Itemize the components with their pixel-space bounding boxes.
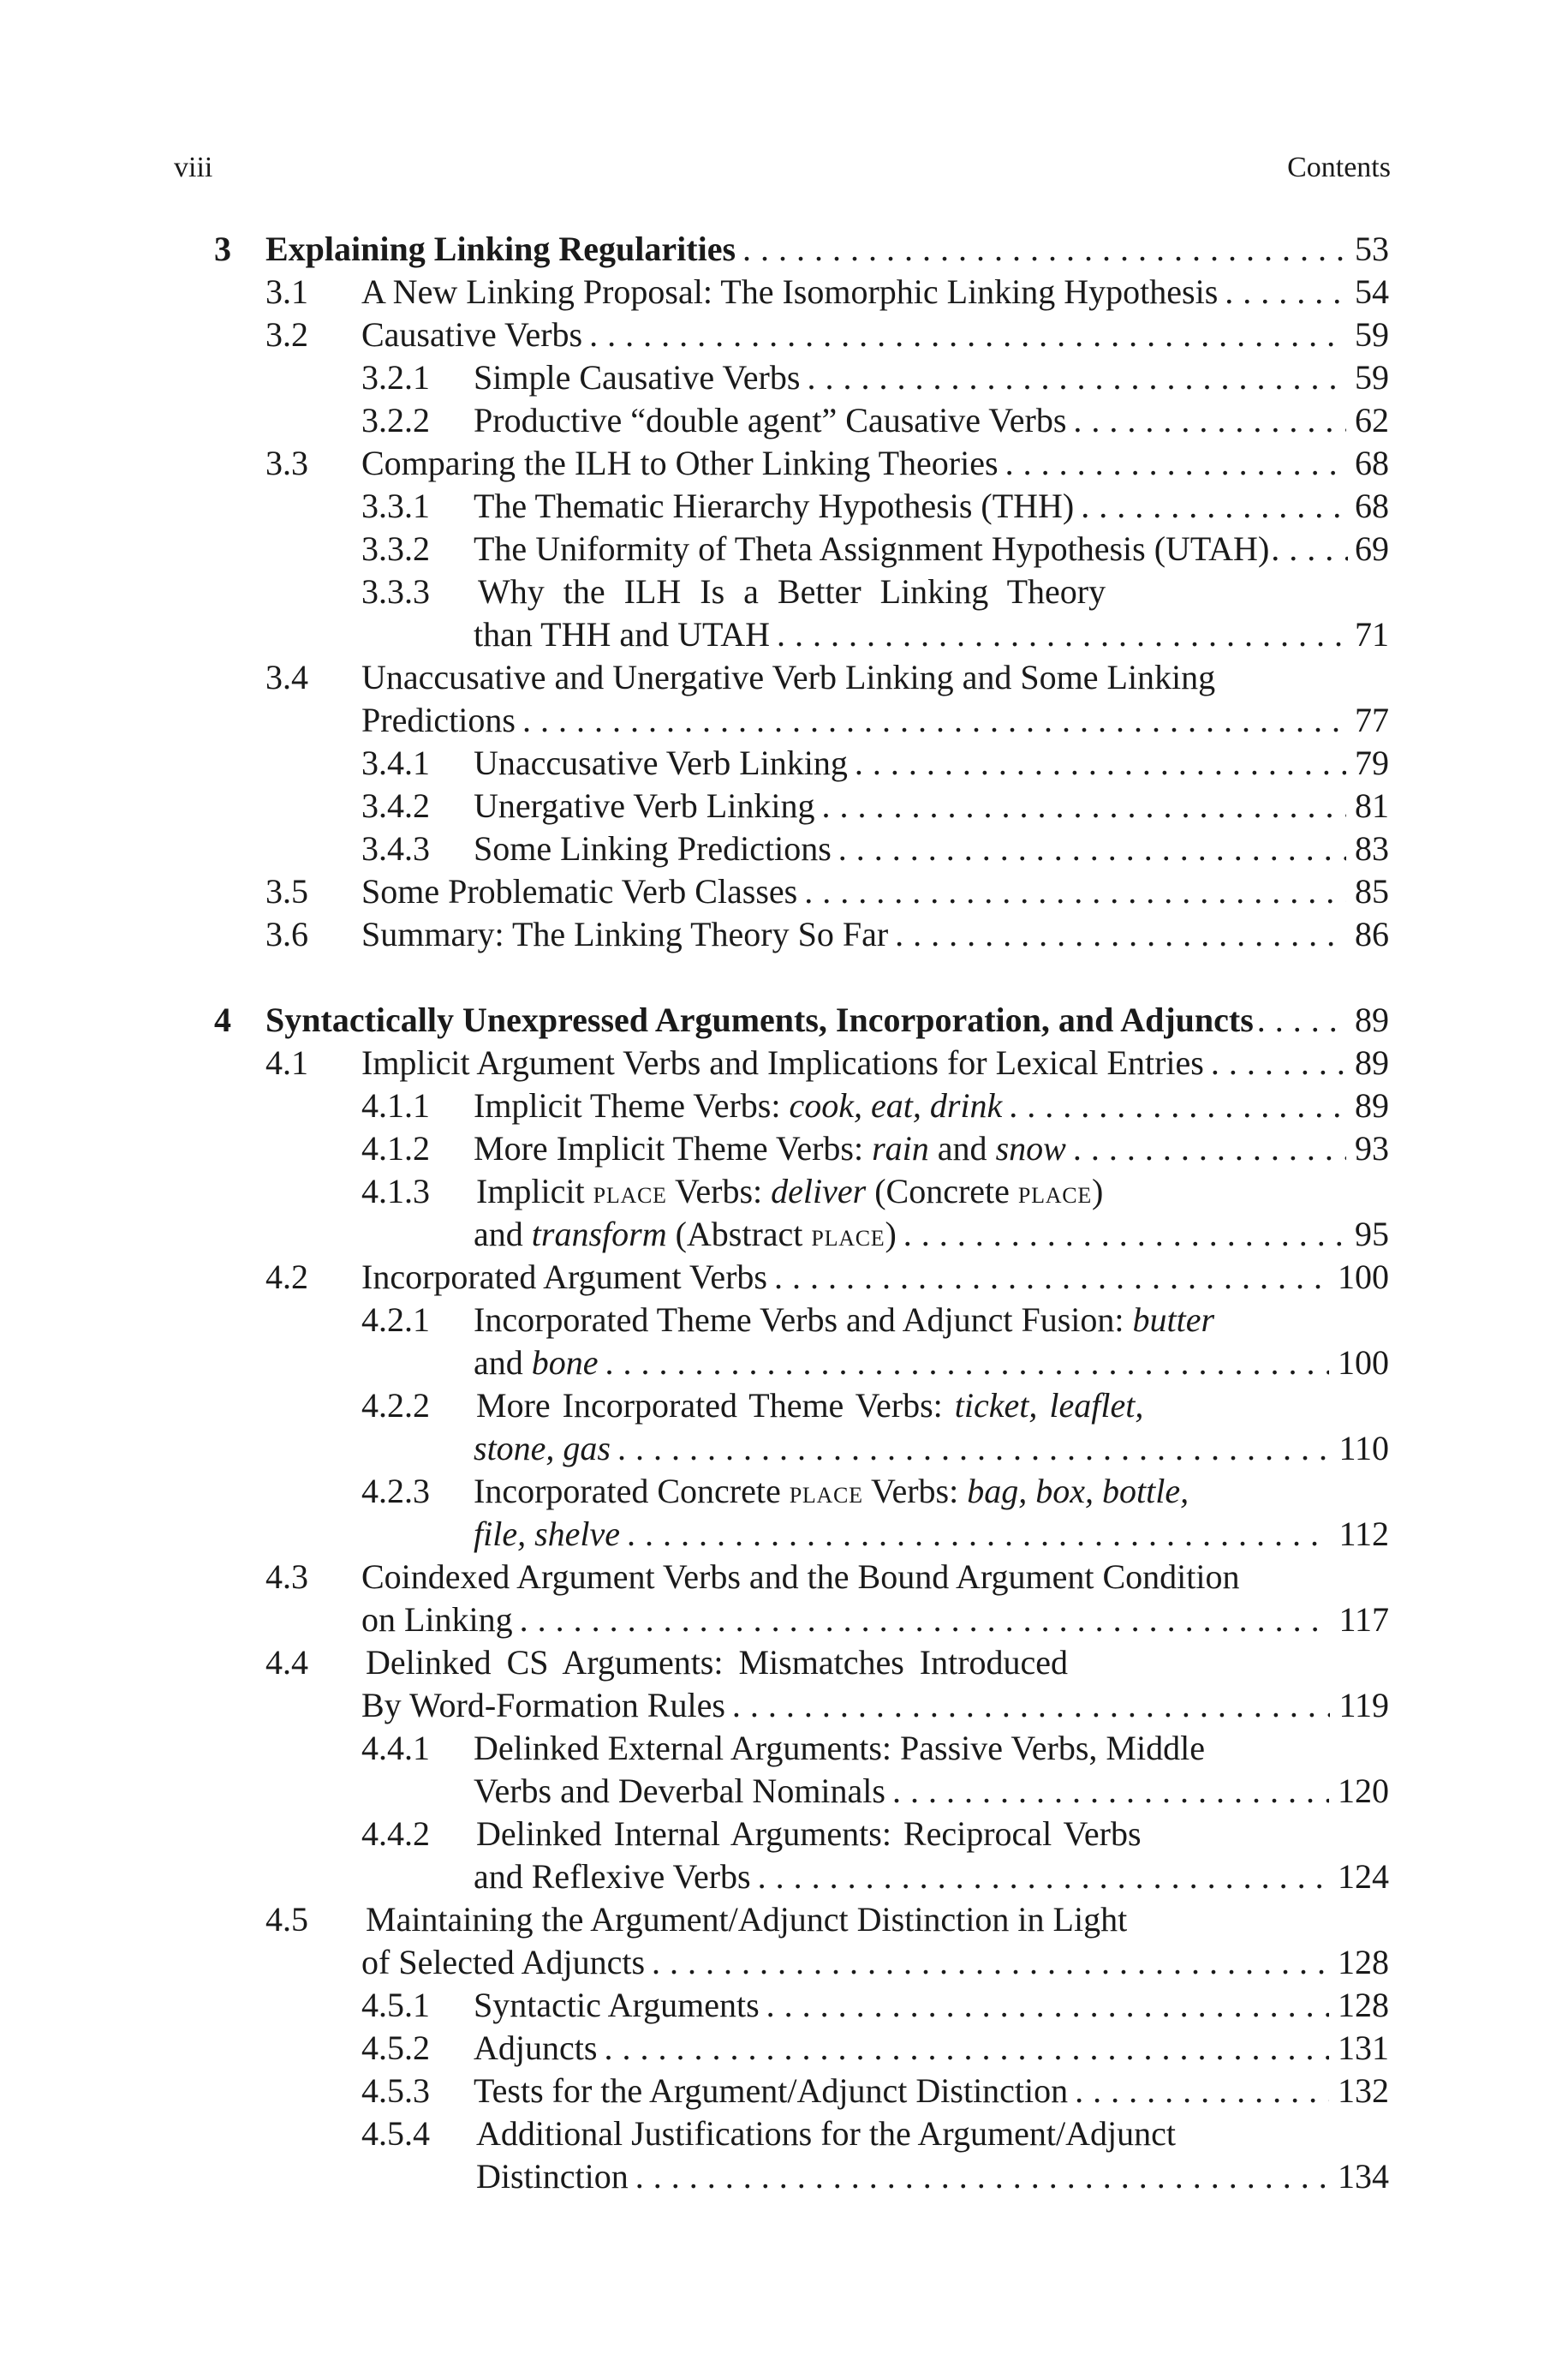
entry-title: Incorporated Theme Verbs and Adjunct Fusion: butter <box>474 1300 1215 1339</box>
toc-entry-4-4-2-line2[interactable] <box>474 1855 1389 1898</box>
toc-entry-4-4-line2[interactable] <box>361 1684 1389 1727</box>
toc-entry-4-5-line1[interactable] <box>366 1898 1389 1941</box>
entry-page: 100 <box>1338 1343 1389 1382</box>
toc-entry-4-2-1-line2[interactable] <box>474 1341 1389 1384</box>
toc-entry-3-5[interactable] <box>361 870 1389 913</box>
dot-leader <box>652 1941 1329 1984</box>
entry-title: Productive “double agent” Causative Verbs <box>474 401 1067 439</box>
entry-title: Implicit place Verbs: deliver (Concrete place) <box>476 1172 1104 1210</box>
toc-entry-3-3[interactable] <box>361 442 1389 485</box>
toc-entry-3-2[interactable] <box>361 314 1389 356</box>
entry-title-continued: of Selected Adjuncts <box>361 1943 646 1981</box>
entry-title-continued: and Reflexive Verbs <box>474 1857 751 1896</box>
entry-page: 93 <box>1355 1129 1389 1168</box>
entry-title: The Uniformity of Theta Assignment Hypothesis (UTAH) <box>474 529 1270 568</box>
toc-entry-4-1-3-line1[interactable] <box>476 1170 1389 1213</box>
entry-page: 119 <box>1338 1686 1389 1724</box>
section-number: 4.5 <box>265 1900 308 1939</box>
dot-leader <box>777 613 1346 656</box>
section-number: 4.2 <box>265 1258 308 1296</box>
entry-title: Adjuncts <box>474 2028 598 2067</box>
entry-title: Incorporated Argument Verbs <box>361 1258 767 1296</box>
entry-title: Delinked External Arguments: Passive Verbs, Middle <box>474 1729 1205 1767</box>
entry-page: 89 <box>1355 1001 1389 1039</box>
toc-entry-4-5-line2[interactable] <box>361 1941 1389 1984</box>
entry-title: Delinked CS Arguments: Mismatches Introduced <box>366 1643 1069 1682</box>
dot-leader <box>1073 399 1346 442</box>
entry-title: A New Linking Proposal: The Isomorphic Linking Hypothesis <box>361 272 1219 311</box>
entry-page: 54 <box>1355 272 1389 311</box>
entry-page: 120 <box>1338 1772 1389 1810</box>
subsection-number: 4.5.1 <box>361 1986 430 2024</box>
entry-page: 89 <box>1355 1043 1389 1082</box>
dot-leader <box>627 1513 1330 1556</box>
entry-title: Coindexed Argument Verbs and the Bound Argument Condition <box>361 1557 1240 1596</box>
section-number: 4.4 <box>265 1643 308 1682</box>
entry-page: 53 <box>1355 230 1389 268</box>
dot-leader <box>1211 1042 1346 1084</box>
toc-entry-4-2-2-line1[interactable] <box>476 1384 1389 1427</box>
toc-entry-3-4-2[interactable] <box>474 785 1389 828</box>
entry-title: Additional Justifications for the Argument/Adjunct <box>476 2114 1176 2153</box>
toc-entry-4-2-3-line2[interactable] <box>474 1513 1389 1556</box>
toc-entry-4-5-2[interactable] <box>474 2027 1389 2070</box>
dot-leader <box>1081 485 1346 528</box>
entry-page: 86 <box>1355 915 1389 953</box>
entry-title: Comparing the ILH to Other Linking Theories <box>361 444 999 482</box>
dot-leader <box>774 1256 1329 1299</box>
subsection-number: 4.1.1 <box>361 1086 430 1125</box>
section-number: 3.4 <box>265 658 308 696</box>
chapter-number: 3 <box>214 230 231 268</box>
entry-page: 81 <box>1355 786 1389 825</box>
toc-entry-4-2-3-line1[interactable] <box>474 1470 1389 1513</box>
entry-page: 112 <box>1338 1515 1389 1553</box>
dot-leader <box>522 699 1346 742</box>
entry-title-continued: and transform (Abstract place) <box>474 1215 897 1253</box>
toc-entry-3-1[interactable] <box>361 271 1389 314</box>
toc-entry-4-4-line1[interactable] <box>366 1641 1389 1684</box>
toc-entry-4-2-1-line1[interactable] <box>474 1299 1389 1341</box>
subsection-number: 4.5.2 <box>361 2028 430 2067</box>
toc-entry-4-1-3-line2[interactable] <box>474 1213 1389 1256</box>
toc-entry-4-4-2-line1[interactable] <box>476 1813 1389 1855</box>
dot-leader <box>855 742 1346 785</box>
toc-entry-4-3-line1[interactable] <box>361 1556 1389 1598</box>
entry-page: 128 <box>1338 1986 1389 2024</box>
entry-title: Unergative Verb Linking <box>474 786 815 825</box>
entry-page: 85 <box>1355 872 1389 911</box>
subsection-number: 3.2.2 <box>361 401 430 439</box>
dot-leader <box>1257 999 1348 1042</box>
dot-leader <box>589 314 1346 356</box>
entry-title: Tests for the Argument/Adjunct Distinction <box>474 2071 1069 2110</box>
dot-leader <box>635 2155 1329 2198</box>
toc-entry-chapter-3[interactable] <box>265 228 1389 271</box>
entry-title: More Incorporated Theme Verbs: ticket, leaflet, <box>476 1386 1144 1425</box>
dot-leader <box>605 1341 1329 1384</box>
entry-page: 131 <box>1338 2028 1389 2067</box>
entry-title: Unaccusative Verb Linking <box>474 744 848 782</box>
entry-page: 95 <box>1355 1215 1389 1253</box>
toc-entry-3-6[interactable] <box>361 913 1389 956</box>
section-number: 4.3 <box>265 1557 308 1596</box>
dot-leader <box>742 228 1346 271</box>
dot-leader <box>895 913 1346 956</box>
toc-entry-chapter-4[interactable] <box>265 999 1389 1042</box>
dot-leader <box>1075 2070 1329 2112</box>
dot-leader <box>892 1770 1329 1813</box>
toc-entry-3-3-1[interactable] <box>474 485 1389 528</box>
dot-leader <box>617 1427 1330 1470</box>
section-number: 3.6 <box>265 915 308 953</box>
toc-entry-3-2-2[interactable] <box>474 399 1389 442</box>
entry-title-continued: and bone <box>474 1343 599 1382</box>
entry-page: 71 <box>1355 615 1389 654</box>
dot-leader <box>766 1984 1329 2027</box>
dot-leader <box>903 1213 1346 1256</box>
entry-page: 59 <box>1355 315 1389 354</box>
entry-page: 59 <box>1355 358 1389 397</box>
toc-entry-3-3-3-line1[interactable] <box>478 571 1389 613</box>
page-number: viii <box>174 152 213 183</box>
dot-leader <box>821 785 1346 828</box>
toc-entry-4-5-3[interactable] <box>474 2070 1389 2112</box>
entry-title: Some Problematic Verb Classes <box>361 872 798 911</box>
dot-leader <box>1009 1084 1346 1127</box>
subsection-number: 4.1.3 <box>361 1172 430 1210</box>
entry-title-continued: file, shelve <box>474 1515 621 1553</box>
subsection-number: 4.5.3 <box>361 2071 430 2110</box>
subsection-number: 4.4.1 <box>361 1729 430 1767</box>
entry-page: 134 <box>1338 2157 1389 2196</box>
dot-leader <box>1271 528 1348 571</box>
dot-leader <box>807 356 1346 399</box>
section-number: 3.5 <box>265 872 308 911</box>
subsection-number: 3.4.3 <box>361 829 430 868</box>
toc-entry-3-4-1[interactable] <box>474 742 1389 785</box>
dot-leader <box>1073 1127 1346 1170</box>
entry-title: Some Linking Predictions <box>474 829 832 868</box>
subsection-number: 4.2.2 <box>361 1386 430 1425</box>
entry-title: Implicit Theme Verbs: cook, eat, drink <box>474 1086 1003 1125</box>
entry-title: Unaccusative and Unergative Verb Linking and Some Linking <box>361 658 1216 696</box>
toc-entry-4-1[interactable] <box>361 1042 1389 1084</box>
subsection-number: 4.4.2 <box>361 1814 430 1853</box>
entry-title: Incorporated Concrete place Verbs: bag, box, bottle, <box>474 1472 1189 1510</box>
entry-page: 68 <box>1355 444 1389 482</box>
dot-leader <box>838 828 1346 870</box>
dot-leader <box>758 1855 1329 1898</box>
toc-entry-4-2-2-line2[interactable] <box>474 1427 1389 1470</box>
toc-entry-3-4-3[interactable] <box>474 828 1389 870</box>
toc-entry-3-4-line1[interactable] <box>361 656 1389 699</box>
subsection-number: 3.2.1 <box>361 358 430 397</box>
entry-page: 117 <box>1338 1600 1389 1639</box>
entry-title: Why the ILH Is a Better Linking Theory <box>478 572 1106 611</box>
toc-entry-4-1-1[interactable] <box>474 1084 1389 1127</box>
entry-title: Syntactic Arguments <box>474 1986 760 2024</box>
toc-entry-4-3-line2[interactable] <box>361 1598 1389 1641</box>
subsection-number: 4.1.2 <box>361 1129 430 1168</box>
entry-page: 68 <box>1355 487 1389 525</box>
toc-entry-3-4-line2[interactable] <box>361 699 1389 742</box>
dot-leader <box>1225 271 1346 314</box>
entry-title-continued: on Linking <box>361 1600 513 1639</box>
running-title: Contents <box>1287 152 1391 183</box>
toc-entry-4-5-4-line2[interactable] <box>476 2155 1389 2198</box>
entry-title: Summary: The Linking Theory So Far <box>361 915 889 953</box>
toc-entry-3-3-2[interactable] <box>474 528 1389 571</box>
entry-title: The Thematic Hierarchy Hypothesis (THH) <box>474 487 1075 525</box>
subsection-number: 3.3.1 <box>361 487 430 525</box>
section-number: 4.1 <box>265 1043 308 1082</box>
entry-title-continued: By Word-Formation Rules <box>361 1686 725 1724</box>
toc-entry-4-4-1-line1[interactable] <box>474 1727 1389 1770</box>
subsection-number: 3.4.1 <box>361 744 430 782</box>
subsection-number: 4.2.3 <box>361 1472 430 1510</box>
entry-page: 132 <box>1338 2071 1389 2110</box>
dot-leader <box>1005 442 1346 485</box>
toc-entry-3-3-3-line2[interactable] <box>474 613 1389 656</box>
subsection-number: 4.2.1 <box>361 1300 430 1339</box>
section-number: 3.1 <box>265 272 308 311</box>
entry-page: 124 <box>1338 1857 1389 1896</box>
entry-page: 62 <box>1355 401 1389 439</box>
toc-entry-4-5-4-line1[interactable] <box>476 2112 1389 2155</box>
entry-page: 69 <box>1355 529 1389 568</box>
entry-title-continued: Distinction <box>476 2157 629 2196</box>
entry-page: 77 <box>1355 701 1389 739</box>
entry-page: 110 <box>1338 1429 1389 1467</box>
entry-title: More Implicit Theme Verbs: rain and snow <box>474 1129 1066 1168</box>
subsection-number: 4.5.4 <box>361 2114 430 2153</box>
entry-page: 100 <box>1338 1258 1389 1296</box>
dot-leader <box>604 2027 1329 2070</box>
entry-page: 128 <box>1338 1943 1389 1981</box>
entry-title: Maintaining the Argument/Adjunct Distinction in Light <box>366 1900 1128 1939</box>
toc-entry-4-4-1-line2[interactable] <box>474 1770 1389 1813</box>
subsection-number: 3.4.2 <box>361 786 430 825</box>
entry-title: Causative Verbs <box>361 315 583 354</box>
dot-leader <box>732 1684 1331 1727</box>
entry-page: 83 <box>1355 829 1389 868</box>
dot-leader <box>804 870 1346 913</box>
section-number: 3.2 <box>265 315 308 354</box>
entry-title: Implicit Argument Verbs and Implications for Lexical Entries <box>361 1043 1204 1082</box>
entry-title-continued: stone, gas <box>474 1429 611 1467</box>
dot-leader <box>520 1598 1331 1641</box>
entry-title: Explaining Linking Regularities <box>265 230 736 268</box>
toc-entry-4-1-2[interactable] <box>474 1127 1389 1170</box>
entry-title: Delinked Internal Arguments: Reciprocal Verbs <box>476 1814 1142 1853</box>
entry-title: Simple Causative Verbs <box>474 358 801 397</box>
subsection-number: 3.3.3 <box>361 572 430 611</box>
entry-page: 89 <box>1355 1086 1389 1125</box>
entry-title-continued: than THH and UTAH <box>474 615 770 654</box>
toc-entry-4-5-1[interactable] <box>474 1984 1389 2027</box>
subsection-number: 3.3.2 <box>361 529 430 568</box>
entry-page: 79 <box>1355 744 1389 782</box>
entry-title-continued: Verbs and Deverbal Nominals <box>474 1772 885 1810</box>
chapter-number: 4 <box>214 1001 231 1039</box>
toc-entry-3-2-1[interactable] <box>474 356 1389 399</box>
entry-title-continued: Predictions <box>361 701 516 739</box>
toc-entry-4-2[interactable] <box>361 1256 1389 1299</box>
entry-title: Syntactically Unexpressed Arguments, Incorporation, and Adjuncts <box>265 1001 1254 1039</box>
section-number: 3.3 <box>265 444 308 482</box>
